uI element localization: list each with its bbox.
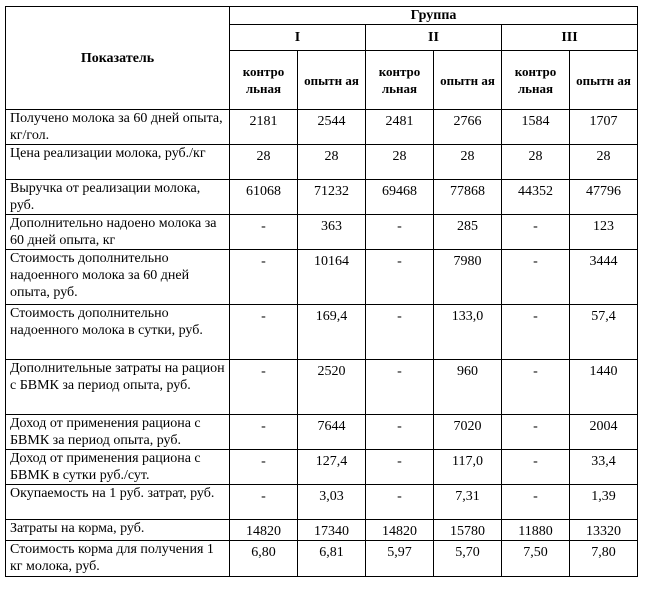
indicator-header: Показатель bbox=[6, 7, 230, 110]
row-value: 3,03 bbox=[298, 485, 366, 520]
row-value: 28 bbox=[570, 145, 638, 180]
row-value: - bbox=[502, 305, 570, 360]
row-value: 2520 bbox=[298, 360, 366, 415]
row-value: 5,70 bbox=[434, 541, 502, 577]
row-value: 1,39 bbox=[570, 485, 638, 520]
table-row bbox=[6, 215, 638, 250]
row-label: Затраты на корма, руб. bbox=[6, 520, 230, 541]
row-value: - bbox=[502, 450, 570, 485]
table-row bbox=[6, 360, 638, 415]
row-value: - bbox=[230, 360, 298, 415]
row-value: 28 bbox=[298, 145, 366, 180]
row-value: - bbox=[366, 215, 434, 250]
control-subheader: контро льная bbox=[230, 51, 298, 110]
row-value: - bbox=[502, 485, 570, 520]
row-value: - bbox=[366, 415, 434, 450]
row-value: 47796 bbox=[570, 180, 638, 215]
experimental-subheader: опытн ая bbox=[570, 51, 638, 110]
row-value: 127,4 bbox=[298, 450, 366, 485]
control-subheader: контро льная bbox=[366, 51, 434, 110]
row-value: 7980 bbox=[434, 250, 502, 305]
group-1-header: I bbox=[230, 25, 366, 51]
row-value: 13320 bbox=[570, 520, 638, 541]
row-value: 6,81 bbox=[298, 541, 366, 577]
row-value: 2004 bbox=[570, 415, 638, 450]
row-value: 5,97 bbox=[366, 541, 434, 577]
row-value: 123 bbox=[570, 215, 638, 250]
table-body bbox=[6, 110, 638, 577]
row-value: 2181 bbox=[230, 110, 298, 145]
table-row bbox=[6, 250, 638, 305]
row-value: - bbox=[502, 360, 570, 415]
control-subheader: контро льная bbox=[502, 51, 570, 110]
row-value: - bbox=[230, 450, 298, 485]
row-value: 133,0 bbox=[434, 305, 502, 360]
row-value: 3444 bbox=[570, 250, 638, 305]
row-value: 2544 bbox=[298, 110, 366, 145]
row-label: Стоимость дополнительно надоенного молока в сутки, руб. bbox=[6, 305, 230, 360]
group-3-header: III bbox=[502, 25, 638, 51]
row-value: 7,80 bbox=[570, 541, 638, 577]
table-row bbox=[6, 145, 638, 180]
row-value: 77868 bbox=[434, 180, 502, 215]
group-header: Группа bbox=[230, 7, 638, 25]
table-row bbox=[6, 180, 638, 215]
row-value: 1707 bbox=[570, 110, 638, 145]
row-value: 960 bbox=[434, 360, 502, 415]
row-value: 1440 bbox=[570, 360, 638, 415]
row-value: 69468 bbox=[366, 180, 434, 215]
row-label: Получено молока за 60 дней опыта, кг/гол. bbox=[6, 110, 230, 145]
row-value: 2766 bbox=[434, 110, 502, 145]
table-row bbox=[6, 450, 638, 485]
row-value: 17340 bbox=[298, 520, 366, 541]
row-value: 285 bbox=[434, 215, 502, 250]
row-value: - bbox=[230, 215, 298, 250]
row-value: 6,80 bbox=[230, 541, 298, 577]
row-value: - bbox=[366, 485, 434, 520]
row-label: Стоимость дополнительно надоенного молока за 60 дней опыта, руб. bbox=[6, 250, 230, 305]
row-value: 7644 bbox=[298, 415, 366, 450]
row-label: Цена реализации молока, руб./кг bbox=[6, 145, 230, 180]
row-label: Дополнительно надоено молока за 60 дней опыта, кг bbox=[6, 215, 230, 250]
row-value: 57,4 bbox=[570, 305, 638, 360]
row-value: 14820 bbox=[230, 520, 298, 541]
experimental-subheader: опытн ая bbox=[298, 51, 366, 110]
table-header bbox=[6, 7, 638, 110]
row-value: 1584 bbox=[502, 110, 570, 145]
group-2-header: II bbox=[366, 25, 502, 51]
row-value: - bbox=[230, 250, 298, 305]
row-value: 28 bbox=[502, 145, 570, 180]
row-label: Доход от применения рациона с БВМК в сутки руб./сут. bbox=[6, 450, 230, 485]
row-value: 44352 bbox=[502, 180, 570, 215]
row-value: 11880 bbox=[502, 520, 570, 541]
row-label: Доход от применения рациона с БВМК за период опыта, руб. bbox=[6, 415, 230, 450]
row-value: 7,50 bbox=[502, 541, 570, 577]
row-value: 363 bbox=[298, 215, 366, 250]
row-value: 169,4 bbox=[298, 305, 366, 360]
row-value: 7,31 bbox=[434, 485, 502, 520]
row-value: 7020 bbox=[434, 415, 502, 450]
row-value: - bbox=[230, 305, 298, 360]
table-row bbox=[6, 110, 638, 145]
row-value: 28 bbox=[230, 145, 298, 180]
row-label: Дополнительные затраты на рацион с БВМК за период опыта, руб. bbox=[6, 360, 230, 415]
table-row bbox=[6, 541, 638, 577]
row-label: Выручка от реализации молока, руб. bbox=[6, 180, 230, 215]
row-value: 117,0 bbox=[434, 450, 502, 485]
row-value: - bbox=[366, 305, 434, 360]
experimental-subheader: опытн ая bbox=[434, 51, 502, 110]
row-value: - bbox=[366, 450, 434, 485]
row-label: Стоимость корма для получения 1 кг молока, руб. bbox=[6, 541, 230, 577]
row-value: - bbox=[502, 215, 570, 250]
economic-efficiency-table bbox=[5, 6, 638, 577]
row-value: - bbox=[366, 360, 434, 415]
table-row bbox=[6, 415, 638, 450]
row-value: 15780 bbox=[434, 520, 502, 541]
table-row bbox=[6, 520, 638, 541]
row-value: 33,4 bbox=[570, 450, 638, 485]
row-value: 61068 bbox=[230, 180, 298, 215]
table-row bbox=[6, 305, 638, 360]
row-value: 14820 bbox=[366, 520, 434, 541]
row-label: Окупаемость на 1 руб. затрат, руб. bbox=[6, 485, 230, 520]
table-row bbox=[6, 485, 638, 520]
row-value: - bbox=[502, 415, 570, 450]
row-value: 71232 bbox=[298, 180, 366, 215]
row-value: 28 bbox=[434, 145, 502, 180]
row-value: - bbox=[366, 250, 434, 305]
row-value: - bbox=[502, 250, 570, 305]
row-value: 28 bbox=[366, 145, 434, 180]
row-value: - bbox=[230, 415, 298, 450]
row-value: 10164 bbox=[298, 250, 366, 305]
row-value: 2481 bbox=[366, 110, 434, 145]
row-value: - bbox=[230, 485, 298, 520]
